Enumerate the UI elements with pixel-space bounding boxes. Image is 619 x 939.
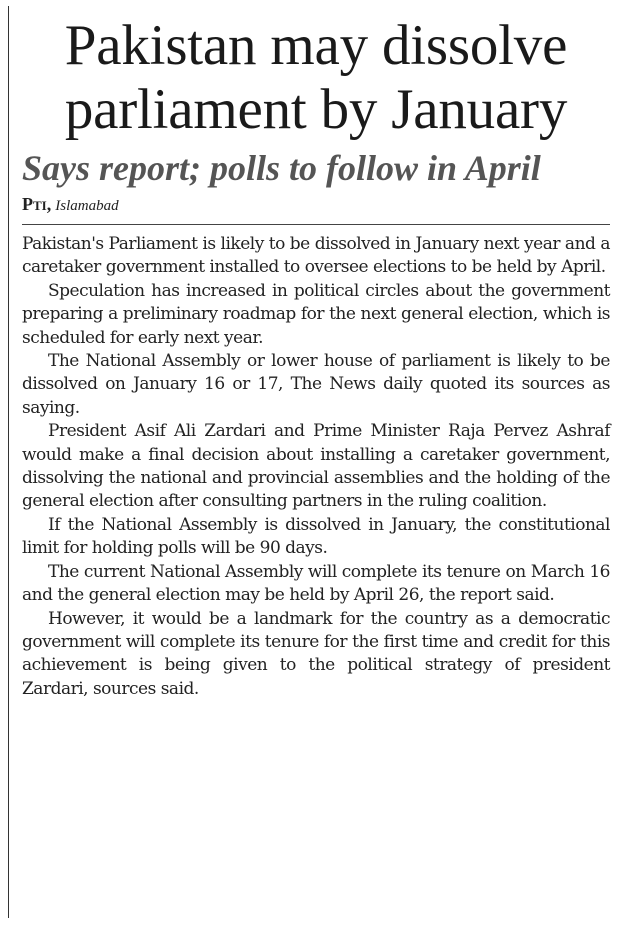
subheadline: Says report; polls to follow in April [22,148,541,188]
article-paragraph: Pakistan's Parliament is likely to be dissolved in January next year and a caretaker government installed to oversee elections to be held by April. [22,234,610,278]
byline-divider [22,224,610,225]
article-body [22,233,610,701]
article-paragraph: Speculation has increased in political circles about the government preparing a preliminary roadmap for the next general election, which is scheduled for early next year. [22,280,610,348]
headline: Pakistan may dissolve parliament by January [64,14,568,141]
article-paragraph: The National Assembly or lower house of parliament is likely to be dissolved on January 16 or 17, The News daily quoted its sources as saying. [22,351,610,418]
article-paragraph: If the National Assembly is dissolved in January, the constitutional limit for holding polls will be 90 days. [22,514,610,559]
article-paragraph: However, it would be a landmark for the country as a democratic government will complete its tenure for the first time and credit for this achievement is being given to the political strategy of president Zardari, sources said. [22,608,610,699]
byline-agency: Pti, [22,194,52,214]
byline [22,194,610,216]
article-paragraph: President Asif Ali Zardari and Prime Minister Raja Pervez Ashraf would make a final decision about installing a caretaker government, dissolving the national and provincial assemblies and the holding of the general election after consulting partners in the ruling coalition. [22,421,610,512]
byline-location: Islamabad [55,198,119,214]
column-rule [8,6,9,918]
article-paragraph: The current National Assembly will complete its tenure on March 16 and the general election may be held by April 26, the report said. [22,561,610,606]
news-article [22,14,610,701]
